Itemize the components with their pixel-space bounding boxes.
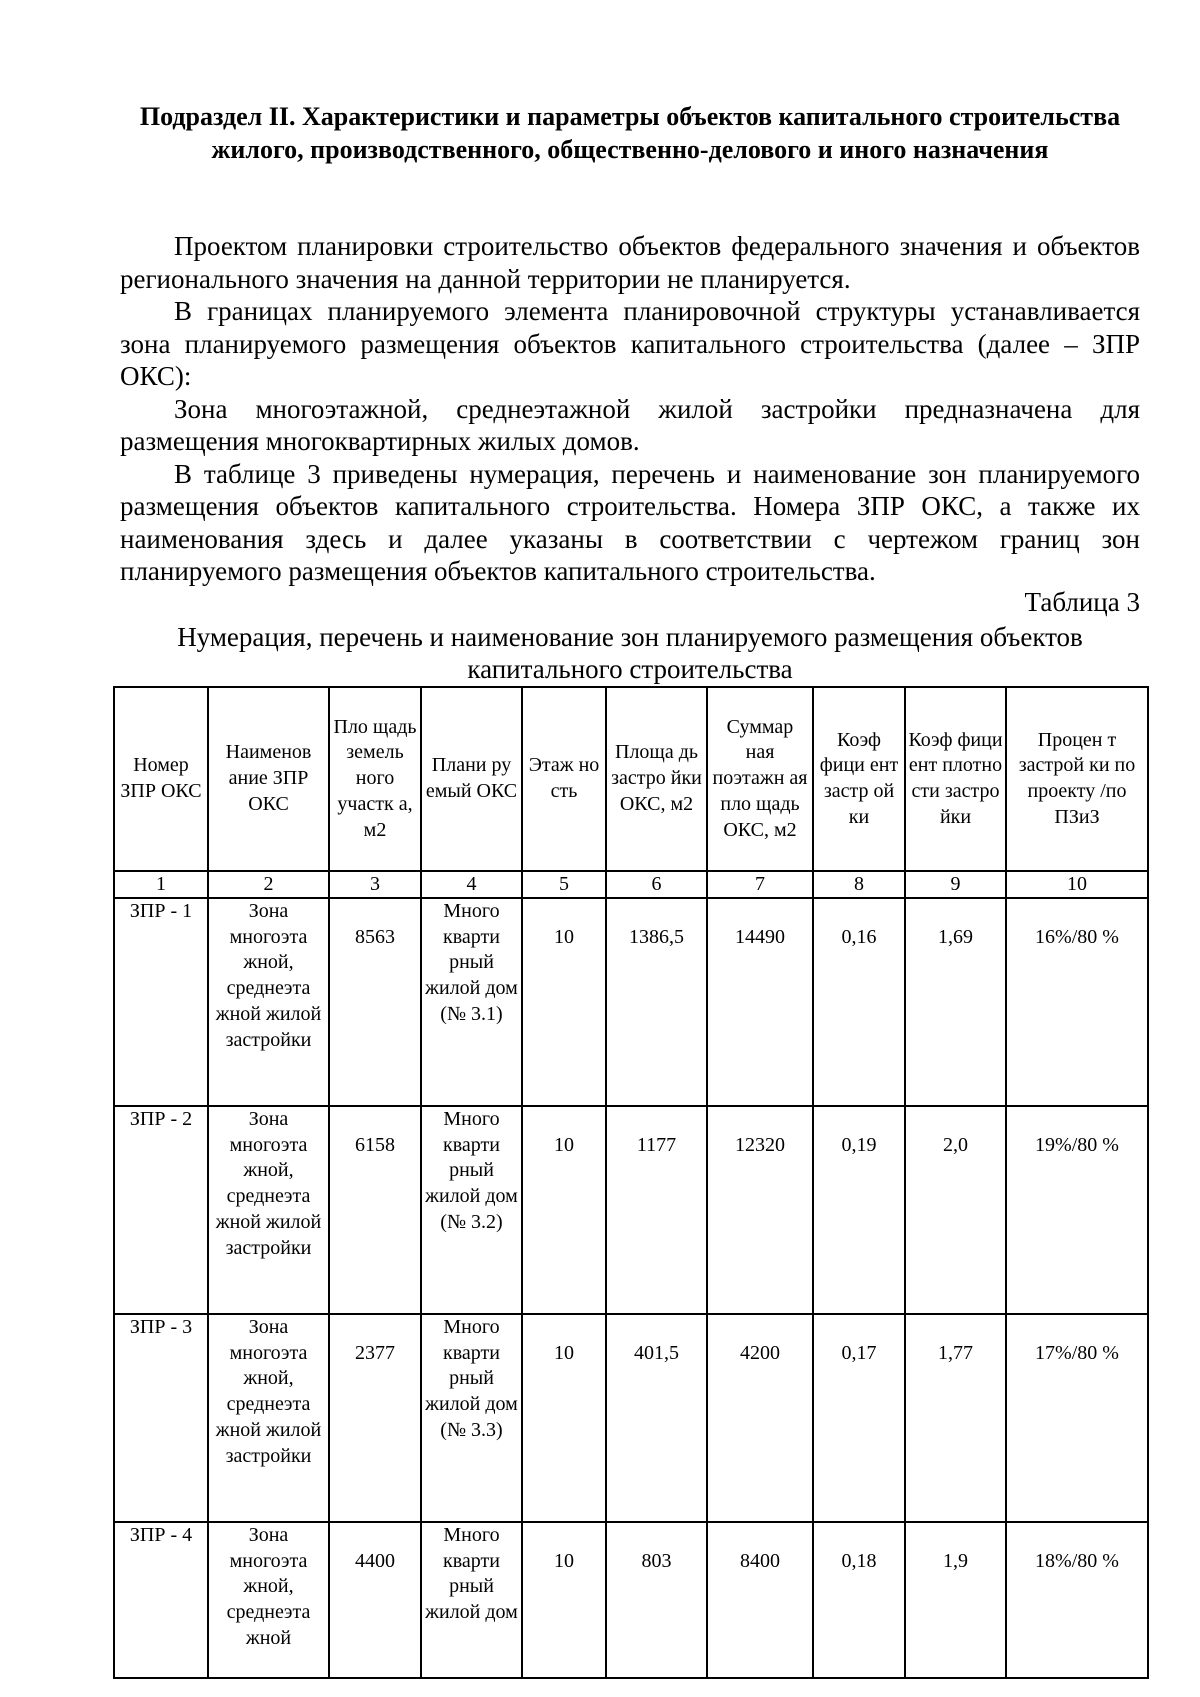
table-caption: Нумерация, перечень и наименование зон планируемого размещения объектов капитального строительства <box>177 622 1083 684</box>
density-coefficient: 1,69 <box>905 898 1006 1106</box>
column-number: 8 <box>813 871 905 898</box>
zone-number: ЗПР - 2 <box>114 1106 208 1314</box>
column-header: Коэф фици ент застр ой ки <box>813 687 905 871</box>
column-number: 4 <box>421 871 522 898</box>
coverage-coefficient: 0,17 <box>813 1314 905 1522</box>
column-header: Процен т застрой ки по проекту /по ПЗиЗ <box>1006 687 1148 871</box>
column-number: 7 <box>707 871 813 898</box>
density-coefficient: 1,77 <box>905 1314 1006 1522</box>
zone-name: Зона многоэта жной, среднеэта жной <box>208 1522 329 1678</box>
section-heading: Подраздел II. Характеристики и параметры объектов капитального строительства жилого, производственного, общественно-делового и иного назначения <box>139 102 1121 164</box>
total-floor-area: 12320 <box>707 1106 813 1314</box>
column-header: Номер ЗПР ОКС <box>114 687 208 871</box>
column-number: 10 <box>1006 871 1148 898</box>
land-area: 2377 <box>329 1314 421 1522</box>
total-floor-area: 8400 <box>707 1522 813 1678</box>
coverage-percent: 19%/80 % <box>1006 1106 1148 1314</box>
header-row <box>114 687 1148 871</box>
planned-object: Много кварти рный жилой дом (№ 3.1) <box>421 898 522 1106</box>
paragraph: В границах планируемого элемента планировочной структуры устанавливается зона планируемого размещения объектов капитального строительства (далее – ЗПР ОКС): <box>120 296 1140 391</box>
table-row <box>114 898 1148 1106</box>
table-row <box>114 1106 1148 1314</box>
column-number: 2 <box>208 871 329 898</box>
table-label: Таблица 3 <box>1024 587 1140 617</box>
column-header: Этаж но сть <box>522 687 606 871</box>
building-area: 803 <box>606 1522 707 1678</box>
floors: 10 <box>522 1522 606 1678</box>
coverage-coefficient: 0,18 <box>813 1522 905 1678</box>
zone-name: Зона многоэта жной, среднеэта жной жилой застройки <box>208 898 329 1106</box>
coverage-percent: 17%/80 % <box>1006 1314 1148 1522</box>
column-header: Пло щадь земель ного участк а, м2 <box>329 687 421 871</box>
column-number: 1 <box>114 871 208 898</box>
zone-number: ЗПР - 3 <box>114 1314 208 1522</box>
land-area: 4400 <box>329 1522 421 1678</box>
density-coefficient: 1,9 <box>905 1522 1006 1678</box>
zone-number: ЗПР - 1 <box>114 898 208 1106</box>
column-header: Площа дь застро йки ОКС, м2 <box>606 687 707 871</box>
building-area: 1386,5 <box>606 898 707 1106</box>
column-number: 3 <box>329 871 421 898</box>
zone-name: Зона многоэта жной, среднеэта жной жилой застройки <box>208 1106 329 1314</box>
land-area: 8563 <box>329 898 421 1106</box>
column-header: Наименов ание ЗПР ОКС <box>208 687 329 871</box>
planned-object: Много кварти рный жилой дом (№ 3.2) <box>421 1106 522 1314</box>
zones-table <box>113 686 1149 1679</box>
planned-object: Много кварти рный жилой дом (№ 3.3) <box>421 1314 522 1522</box>
planned-object: Много кварти рный жилой дом <box>421 1522 522 1678</box>
density-coefficient: 2,0 <box>905 1106 1006 1314</box>
building-area: 1177 <box>606 1106 707 1314</box>
column-number: 5 <box>522 871 606 898</box>
floors: 10 <box>522 898 606 1106</box>
land-area: 6158 <box>329 1106 421 1314</box>
column-header: Плани ру емый ОКС <box>421 687 522 871</box>
coverage-coefficient: 0,19 <box>813 1106 905 1314</box>
paragraph: В таблице 3 приведены нумерация, перечень и наименование зон планируемого размещения объектов капитального строительства. Номера ЗПР ОКС, а также их наименования здесь и далее указаны в соответствии с чертежом границ зон планируемого размещения объектов капитального строительства. <box>120 458 1140 586</box>
column-header: Коэф фици ент плотно сти застро йки <box>905 687 1006 871</box>
floors: 10 <box>522 1106 606 1314</box>
floors: 10 <box>522 1314 606 1522</box>
zone-number: ЗПР - 4 <box>114 1522 208 1678</box>
column-number: 9 <box>905 871 1006 898</box>
column-header: Суммар ная поэтажн ая пло щадь ОКС, м2 <box>707 687 813 871</box>
paragraph: Зона многоэтажной, среднеэтажной жилой застройки предназначена для размещения многоквартирных жилых домов. <box>120 393 1140 456</box>
column-number: 6 <box>606 871 707 898</box>
coverage-percent: 18%/80 % <box>1006 1522 1148 1678</box>
coverage-coefficient: 0,16 <box>813 898 905 1106</box>
total-floor-area: 14490 <box>707 898 813 1106</box>
table-row <box>114 1522 1148 1678</box>
zone-name: Зона многоэта жной, среднеэта жной жилой застройки <box>208 1314 329 1522</box>
body-text <box>120 230 1140 588</box>
table-row <box>114 1314 1148 1522</box>
paragraph: Проектом планировки строительство объектов федерального значения и объектов регионального значения на данной территории не планируется. <box>120 231 1140 294</box>
column-number-row <box>114 871 1148 898</box>
building-area: 401,5 <box>606 1314 707 1522</box>
total-floor-area: 4200 <box>707 1314 813 1522</box>
coverage-percent: 16%/80 % <box>1006 898 1148 1106</box>
